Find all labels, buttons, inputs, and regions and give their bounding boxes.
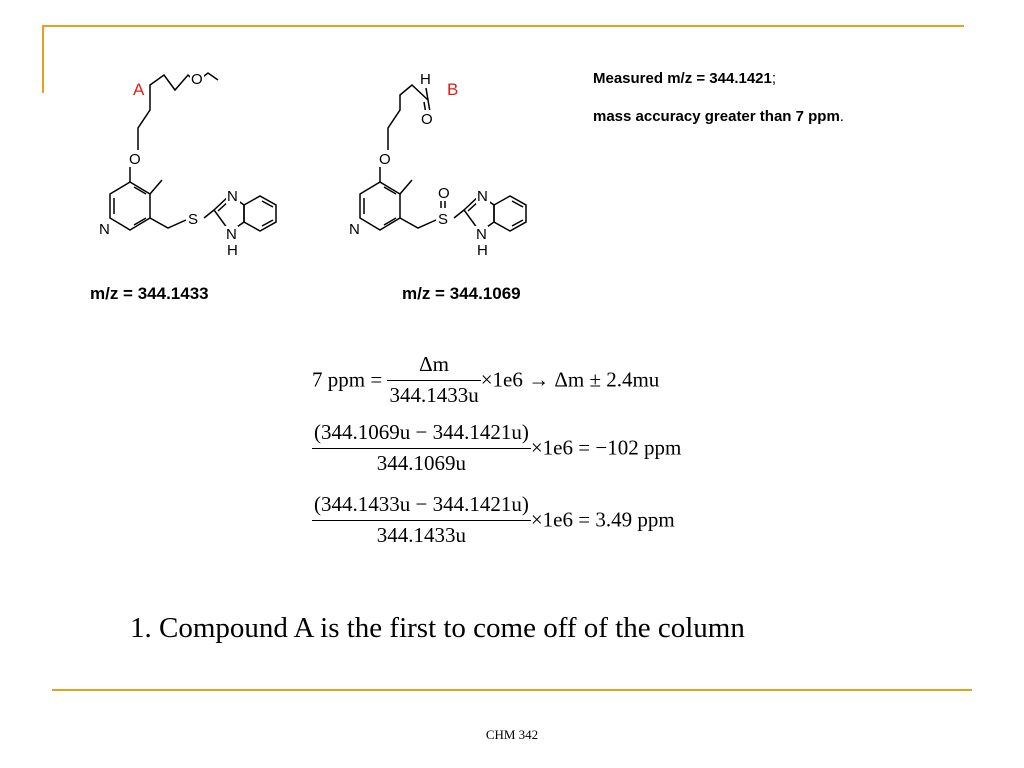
fraction [312, 492, 531, 548]
structure-b-mz: m/z = 344.1069 [402, 284, 521, 303]
measured-mz: Measured m/z = 344.1421 [593, 70, 772, 87]
measured-mz-tail: ; [771, 70, 777, 87]
sulfur-atom: S [188, 211, 199, 228]
structure-a-label: A [133, 80, 145, 99]
fraction-numerator: (344.1069u − 344.1421u) [314, 420, 529, 444]
conclusion-text: 1. Compound A is the first to come off of the column [130, 612, 745, 644]
nitrogen-atom: N [476, 226, 487, 243]
oxygen-atom: O [421, 111, 433, 128]
fraction-denominator: 344.1433u [387, 380, 480, 408]
hydrogen-atom: H [477, 242, 488, 259]
fraction [312, 420, 531, 476]
oxygen-atom: O [129, 151, 141, 168]
nitrogen-atom: N [349, 221, 360, 238]
nitrogen-atom: N [226, 226, 237, 243]
hydrogen-atom: H [227, 242, 238, 259]
fraction [387, 352, 480, 408]
oxygen-atom: O [438, 185, 450, 202]
equation-rhs: ×1e6 = 3.49 ppm [530, 507, 675, 532]
equation-rhs: ×1e6 → Δm ± 2.4mu [480, 367, 660, 392]
left-rule [42, 25, 44, 93]
nitrogen-atom: N [227, 188, 238, 205]
nitrogen-atom: N [99, 221, 110, 238]
equation-rhs: ×1e6 = −102 ppm [530, 435, 682, 460]
structure-b-drawing [340, 70, 560, 265]
structure-a-mz: m/z = 344.1433 [90, 284, 209, 303]
hydrogen-atom: H [420, 71, 431, 88]
fraction-numerator: Δm [419, 352, 449, 376]
equation-lhs: 7 ppm = [312, 367, 388, 392]
measured-mz-line [593, 70, 776, 87]
oxygen-atom: O [191, 71, 203, 88]
mass-accuracy-tail: . [839, 108, 844, 125]
fraction-denominator: 344.1433u [312, 520, 531, 548]
top-rule [42, 25, 964, 27]
fraction-denominator: 344.1069u [312, 448, 531, 476]
bottom-rule [52, 689, 972, 691]
structure-b-label: B [447, 80, 459, 99]
sulfur-atom: S [438, 211, 449, 228]
equation-error-b [312, 420, 681, 476]
fraction-numerator: (344.1433u − 344.1421u) [314, 492, 529, 516]
footer-course-code: CHM 342 [485, 727, 539, 742]
equation-ppm-tolerance [312, 352, 659, 408]
equation-error-a [312, 492, 675, 548]
accuracy-line [593, 108, 844, 125]
oxygen-atom: O [379, 151, 391, 168]
mass-accuracy: mass accuracy greater than 7 ppm [593, 108, 840, 125]
structure-a-drawing [90, 70, 310, 265]
nitrogen-atom: N [477, 188, 488, 205]
